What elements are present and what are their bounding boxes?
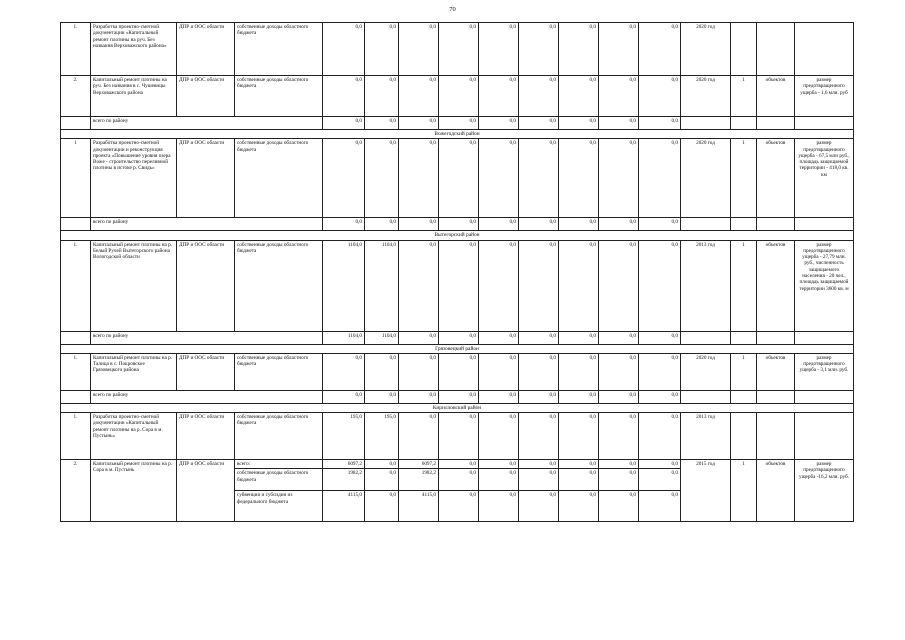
expected-result: размер предотвращенного ущерба - 27,79 млн. руб., численность защищаемого населения - 20 чел., площадь защищаемой территории 3600 кв. м: [795, 240, 854, 331]
total-amount: 0,0: [399, 218, 439, 231]
measure-name: Капитальный ремонт плотины на руч. Без названия в с. Чушевицы Верховажского района: [91, 76, 177, 117]
amount-cell: 0,0: [559, 491, 599, 522]
total-amount: 0,0: [639, 390, 681, 403]
amount-cell: 195,0: [323, 413, 365, 460]
funding-source: собственные доходы областного бюджета: [235, 23, 323, 76]
blank-cell: [681, 117, 731, 130]
amount-cell: 0,0: [439, 240, 479, 331]
expected-result: [795, 413, 854, 460]
indicator-unit: объектов: [757, 240, 795, 331]
total-amount: 0,0: [439, 218, 479, 231]
total-label: всего по району: [91, 331, 323, 344]
amount-cell: 0,0: [639, 460, 681, 469]
blank-cell: [757, 218, 795, 231]
completion-year: 2020 год: [681, 139, 731, 218]
amount-cell: 0,0: [639, 23, 681, 76]
funding-source: собственные доходы областного бюджета: [235, 353, 323, 390]
total-amount: 1104,0: [365, 331, 399, 344]
completion-year: 2013 год: [681, 413, 731, 460]
measure-name: Капитальный ремонт плотины на р. Белый Ручей Вытегорского района Вологодской области: [91, 240, 177, 331]
expected-result: размер предотвращенного ущерба - 1,6 млн. руб: [795, 76, 854, 117]
amount-cell: 0,0: [365, 139, 399, 218]
row-number: 1.: [61, 353, 91, 390]
amount-cell: 0,0: [365, 23, 399, 76]
amount-cell: 0,0: [639, 469, 681, 491]
expected-result: размер предотвращенного ущерба - 3,1 млн. руб.: [795, 353, 854, 390]
program-table: [60, 22, 854, 522]
amount-cell: 0,0: [323, 139, 365, 218]
measure-name: Разработка проектно-сметной документации «Капитальный ремонт плотины на руч. Без названия Верховажского района»: [91, 23, 177, 76]
amount-cell: 1982,2: [323, 469, 365, 491]
amount-cell: 0,0: [323, 76, 365, 117]
amount-cell: 195,0: [365, 413, 399, 460]
total-amount: 0,0: [639, 331, 681, 344]
row-number: 2.: [61, 76, 91, 117]
total-amount: 0,0: [479, 117, 519, 130]
blank-cell: [61, 390, 91, 403]
amount-cell: 0,0: [519, 353, 559, 390]
indicator-quantity: [731, 413, 757, 460]
total-amount: 0,0: [479, 331, 519, 344]
total-label: всего по району: [91, 390, 323, 403]
total-amount: 0,0: [639, 117, 681, 130]
total-label: всего по району: [91, 218, 323, 231]
section-title: Грязовецкий район: [61, 344, 854, 353]
indicator-unit: [757, 413, 795, 460]
amount-cell: 0,0: [439, 353, 479, 390]
amount-cell: 0,0: [559, 469, 599, 491]
amount-cell: 0,0: [559, 353, 599, 390]
funding-source: всего:: [235, 460, 323, 469]
table-row: [61, 413, 854, 460]
total-amount: 0,0: [323, 117, 365, 130]
total-amount: 0,0: [439, 117, 479, 130]
blank-cell: [681, 331, 731, 344]
amount-cell: 6097,2: [399, 460, 439, 469]
total-row: [61, 331, 854, 344]
total-amount: 0,0: [599, 218, 639, 231]
amount-cell: 0,0: [399, 413, 439, 460]
funding-source: собственные доходы областного бюджета: [235, 469, 323, 491]
table-row: [61, 460, 854, 469]
blank-cell: [795, 218, 854, 231]
amount-cell: 0,0: [479, 76, 519, 117]
funding-source: собственные доходы областного бюджета: [235, 413, 323, 460]
table-row: [61, 240, 854, 331]
indicator-unit: объектов: [757, 353, 795, 390]
amount-cell: 0,0: [599, 413, 639, 460]
amount-cell: 0,0: [399, 139, 439, 218]
blank-cell: [795, 331, 854, 344]
total-amount: 0,0: [519, 218, 559, 231]
indicator-unit: объектов: [757, 139, 795, 218]
amount-cell: 0,0: [439, 76, 479, 117]
table-row: [61, 353, 854, 390]
amount-cell: 1104,0: [323, 240, 365, 331]
total-amount: 0,0: [519, 331, 559, 344]
amount-cell: 0,0: [559, 240, 599, 331]
table-row: [61, 23, 854, 76]
indicator-quantity: 1: [731, 353, 757, 390]
section-header-row: [61, 403, 854, 412]
executor: ДПР и ООС области: [177, 76, 235, 117]
expected-result: размер предотвращенного ущерба - 67,5 млн руб., площадь защищаемой территории - 418,0 кв. км: [795, 139, 854, 218]
amount-cell: 0,0: [559, 460, 599, 469]
total-amount: 0,0: [365, 390, 399, 403]
section-title: Вытегорский район: [61, 231, 854, 240]
section-title: Кирилловский район: [61, 403, 854, 412]
amount-cell: 0,0: [519, 23, 559, 76]
executor: ДПР и ООС области: [177, 413, 235, 460]
amount-cell: 0,0: [639, 139, 681, 218]
amount-cell: 0,0: [399, 240, 439, 331]
completion-year: 2015 год: [681, 460, 731, 522]
amount-cell: 0,0: [639, 413, 681, 460]
total-amount: 0,0: [399, 331, 439, 344]
section-title: Вожегодский район: [61, 130, 854, 139]
amount-cell: 0,0: [365, 76, 399, 117]
amount-cell: 4115,0: [323, 491, 365, 522]
amount-cell: 0,0: [399, 353, 439, 390]
amount-cell: 0,0: [519, 413, 559, 460]
blank-cell: [61, 117, 91, 130]
amount-cell: 0,0: [599, 76, 639, 117]
total-amount: 0,0: [399, 117, 439, 130]
total-amount: 0,0: [479, 218, 519, 231]
funding-source: собственные доходы областного бюджета: [235, 240, 323, 331]
blank-cell: [61, 218, 91, 231]
measure-name: Капитальный ремонт плотины на р. Талица в с. Покровское Грязовецкого района: [91, 353, 177, 390]
total-amount: 0,0: [399, 390, 439, 403]
amount-cell: 6097,2: [323, 460, 365, 469]
amount-cell: 0,0: [399, 23, 439, 76]
amount-cell: 4115,0: [399, 491, 439, 522]
amount-cell: 0,0: [439, 460, 479, 469]
page-number: 70: [449, 6, 456, 13]
blank-cell: [757, 390, 795, 403]
measure-name: Капитальный ремонт плотины на р. Сора в м. Пустынь: [91, 460, 177, 522]
section-header-row: [61, 130, 854, 139]
amount-cell: 0,0: [365, 469, 399, 491]
total-row: [61, 117, 854, 130]
total-amount: 0,0: [639, 218, 681, 231]
amount-cell: 0,0: [439, 23, 479, 76]
amount-cell: 0,0: [559, 76, 599, 117]
blank-cell: [681, 218, 731, 231]
amount-cell: 0,0: [639, 76, 681, 117]
total-amount: 0,0: [559, 117, 599, 130]
section-header-row: [61, 344, 854, 353]
total-amount: 0,0: [519, 117, 559, 130]
table-row: [61, 76, 854, 117]
amount-cell: 0,0: [599, 460, 639, 469]
blank-cell: [731, 390, 757, 403]
amount-cell: 0,0: [519, 240, 559, 331]
total-amount: 0,0: [365, 117, 399, 130]
amount-cell: 0,0: [639, 491, 681, 522]
completion-year: 2020 год: [681, 76, 731, 117]
amount-cell: 0,0: [479, 460, 519, 469]
indicator-quantity: 1: [731, 240, 757, 331]
amount-cell: 0,0: [479, 353, 519, 390]
total-amount: 0,0: [559, 218, 599, 231]
amount-cell: 0,0: [519, 469, 559, 491]
total-amount: 0,0: [519, 390, 559, 403]
indicator-unit: объектов: [757, 460, 795, 522]
amount-cell: 0,0: [599, 353, 639, 390]
total-amount: 1104,0: [323, 331, 365, 344]
amount-cell: 0,0: [559, 413, 599, 460]
total-label: всего по району: [91, 117, 323, 130]
amount-cell: 0,0: [479, 139, 519, 218]
indicator-quantity: 1: [731, 139, 757, 218]
indicator-unit: объектов: [757, 76, 795, 117]
amount-cell: 0,0: [519, 491, 559, 522]
amount-cell: 0,0: [599, 139, 639, 218]
blank-cell: [61, 331, 91, 344]
total-amount: 0,0: [599, 390, 639, 403]
measure-name: Разработка проектно-сметной документации «Капитальный ремонт плотины на р. Сора в м. Пустынь»: [91, 413, 177, 460]
completion-year: 2013 год: [681, 240, 731, 331]
amount-cell: 0,0: [639, 353, 681, 390]
amount-cell: 0,0: [479, 240, 519, 331]
amount-cell: 1982,2: [399, 469, 439, 491]
amount-cell: 0,0: [365, 460, 399, 469]
blank-cell: [731, 218, 757, 231]
amount-cell: 0,0: [323, 23, 365, 76]
funding-source: собственные доходы областного бюджета: [235, 76, 323, 117]
amount-cell: 0,0: [599, 240, 639, 331]
amount-cell: 0,0: [365, 491, 399, 522]
total-row: [61, 218, 854, 231]
amount-cell: 0,0: [559, 23, 599, 76]
amount-cell: 0,0: [599, 23, 639, 76]
indicator-quantity: 1: [731, 460, 757, 522]
executor: ДПР и ООС области: [177, 460, 235, 522]
amount-cell: 0,0: [479, 491, 519, 522]
expected-result: [795, 23, 854, 76]
executor: ДПР и ООС области: [177, 23, 235, 76]
executor: ДПР и ООС области: [177, 240, 235, 331]
total-amount: 0,0: [599, 331, 639, 344]
blank-cell: [681, 390, 731, 403]
amount-cell: 0,0: [479, 469, 519, 491]
executor: ДПР и ООС области: [177, 139, 235, 218]
amount-cell: 0,0: [439, 413, 479, 460]
total-amount: 0,0: [439, 390, 479, 403]
total-amount: 0,0: [559, 331, 599, 344]
funding-source: собственные доходы областного бюджета: [235, 139, 323, 218]
amount-cell: 0,0: [519, 139, 559, 218]
blank-cell: [731, 331, 757, 344]
amount-cell: 0,0: [399, 76, 439, 117]
amount-cell: 0,0: [365, 353, 399, 390]
amount-cell: 0,0: [439, 469, 479, 491]
blank-cell: [757, 117, 795, 130]
indicator-quantity: 1: [731, 76, 757, 117]
total-amount: 0,0: [323, 218, 365, 231]
executor: ДПР и ООС области: [177, 353, 235, 390]
amount-cell: 0,0: [479, 413, 519, 460]
amount-cell: 0,0: [479, 23, 519, 76]
total-amount: 0,0: [365, 218, 399, 231]
amount-cell: 0,0: [559, 139, 599, 218]
row-number: 1.: [61, 240, 91, 331]
amount-cell: 0,0: [519, 76, 559, 117]
total-amount: 0,0: [599, 117, 639, 130]
amount-cell: 0,0: [519, 460, 559, 469]
funding-source: субвенции и субсидии из федерального бюджета: [235, 491, 323, 522]
total-amount: 0,0: [479, 390, 519, 403]
row-number: 1.: [61, 23, 91, 76]
total-amount: 0,0: [559, 390, 599, 403]
expected-result: размер предотвращенного ущерба -16,2 млн. руб.: [795, 460, 854, 522]
amount-cell: 0,0: [439, 139, 479, 218]
amount-cell: 0,0: [599, 469, 639, 491]
total-row: [61, 390, 854, 403]
row-number: 2.: [61, 460, 91, 522]
amount-cell: 1104,0: [365, 240, 399, 331]
section-header-row: [61, 231, 854, 240]
amount-cell: 0,0: [439, 491, 479, 522]
row-number: 1.: [61, 413, 91, 460]
measure-name: Разработка проектно-сметной документации и реконструкция проекта «Повышение уровня озера Воже - строительство переливной плотины в истоке р. Свидь»: [91, 139, 177, 218]
amount-cell: 0,0: [639, 240, 681, 331]
row-number: 1: [61, 139, 91, 218]
total-amount: 0,0: [439, 331, 479, 344]
blank-cell: [795, 117, 854, 130]
completion-year: 2020 год: [681, 23, 731, 76]
total-amount: 0,0: [323, 390, 365, 403]
blank-cell: [757, 331, 795, 344]
indicator-quantity: [731, 23, 757, 76]
blank-cell: [795, 390, 854, 403]
amount-cell: 0,0: [323, 353, 365, 390]
table-row: [61, 139, 854, 218]
completion-year: 2020 год: [681, 353, 731, 390]
indicator-unit: [757, 23, 795, 76]
amount-cell: 0,0: [599, 491, 639, 522]
blank-cell: [731, 117, 757, 130]
